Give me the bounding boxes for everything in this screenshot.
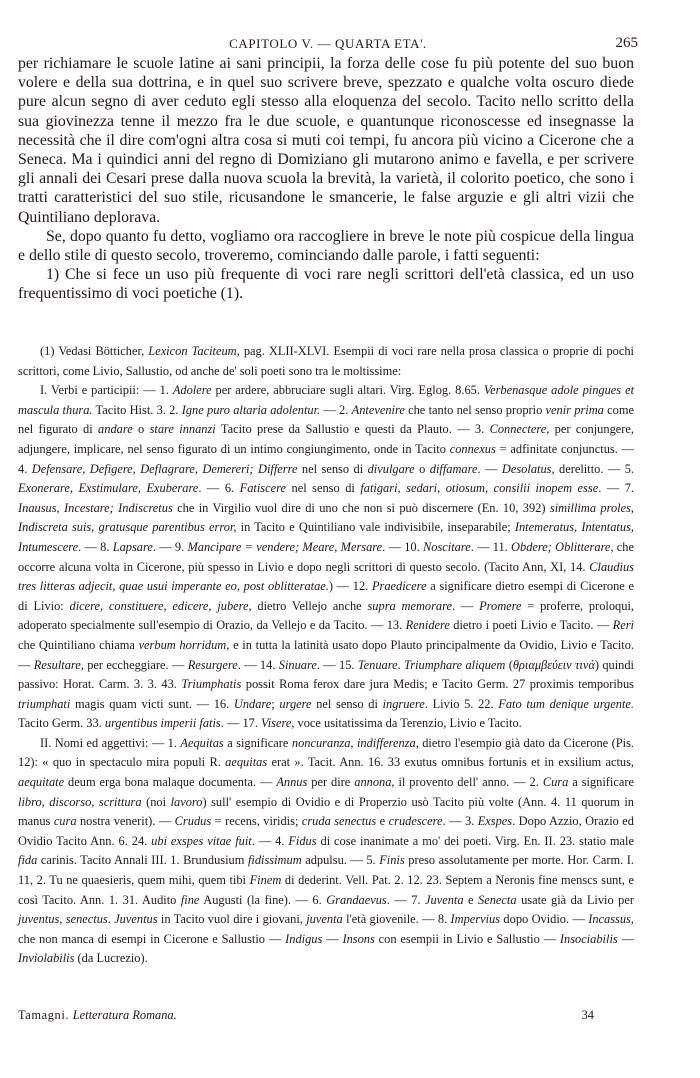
text-segment: ) sull' esempio di Ovidio e di Properzio usò Tacito più volte (Ann. 4. 11 quorum in manus <box>18 794 634 829</box>
text-segment: usate già da Livio per <box>516 892 634 907</box>
italic-segment: simillima proles, Indiscreta suis, gratusque parentibus error, <box>18 500 635 535</box>
text-segment: a significare <box>568 775 634 790</box>
italic-segment: Defensare, Defigere, Deflagrare, Demereri; Differre <box>31 461 298 476</box>
italic-segment: verbum horridum <box>138 637 227 652</box>
italic-segment: ubi exspes vitae fuit <box>151 833 252 848</box>
italic-segment: fidissimum <box>247 853 302 868</box>
italic-segment: Intemeratus, Intentatus, Intumescere <box>18 520 634 554</box>
italic-segment: Adolere <box>172 383 212 398</box>
footnote-paragraph <box>18 381 634 734</box>
text-segment: ) quindi passivo: Horat. Carm. 3. 3. 43. <box>18 657 634 692</box>
italic-segment: Annus <box>276 775 308 790</box>
italic-segment: cruda senectus <box>301 814 377 829</box>
text-segment: . — 15. <box>316 657 358 672</box>
text-segment: Augusti (la fine). — 6. <box>199 892 327 907</box>
italic-segment: Juventa <box>425 892 464 907</box>
italic-segment: noncuranza, indifferenza <box>291 735 416 750</box>
italic-segment: Insociabilis <box>559 931 618 946</box>
italic-segment: Juventus <box>114 912 158 927</box>
italic-segment: θριαμβεύειν τινά <box>512 657 595 672</box>
text-segment: e <box>376 814 389 829</box>
text-segment: . — <box>477 461 502 476</box>
text-segment: dietro i poeti Livio e Tacito. — <box>449 618 613 633</box>
footer-work: Letteratura Romana. <box>72 1008 177 1022</box>
italic-segment: juventus, senectus <box>18 912 108 927</box>
italic-segment: Fato tum denique urgente. <box>498 696 634 711</box>
text-segment: di cose inanimate a mo' dei poeti. Virg. En. II. 23. statio male <box>316 833 634 848</box>
text-segment: a significare dietro esempi di Cicerone e di Livio: <box>18 579 634 613</box>
text-segment: — <box>617 931 634 946</box>
text-segment: . Dopo Azzio, Orazio ed Ovidio Tacito Ann. 6. 24. <box>18 814 634 848</box>
italic-segment: urgentibus imperii fatis <box>104 716 221 731</box>
italic-segment: Cura <box>542 775 569 790</box>
text-segment: carinis. Tacito Annali III. 1. Brundusium <box>37 853 248 868</box>
text-segment: l'età giovenile. — 8. <box>342 912 451 927</box>
italic-segment: fatigari, sedari, otiosum, consilii inopem esse <box>360 481 599 496</box>
text-segment: . — 6. <box>198 481 240 496</box>
italic-segment: Claudius tres litteras adjecit, quae usui imperante eo, post oblitteratae. <box>18 559 634 594</box>
italic-segment: Promere <box>479 598 522 613</box>
italic-segment: Crudus <box>174 814 212 829</box>
text-segment: = recens, viridis; <box>211 814 302 829</box>
italic-segment: Fatiscere <box>239 481 286 496</box>
italic-segment: Grandaevus <box>326 892 387 907</box>
text-segment: . — 9. <box>152 539 188 554</box>
footnote-paragraph <box>18 734 634 969</box>
text-segment: dopo Ovidio. — <box>500 912 589 927</box>
italic-segment: Resurgere <box>187 657 238 672</box>
italic-segment: diffamare <box>429 461 478 476</box>
footer-credit <box>18 1008 177 1023</box>
footnotes <box>18 342 634 969</box>
italic-segment: Fidus <box>288 833 317 848</box>
italic-segment: Finis <box>379 853 405 868</box>
italic-segment: Connectere <box>489 422 547 437</box>
text-segment: , <box>91 794 99 809</box>
text-segment: Se, dopo quanto fu detto, vogliamo ora raccogliere in breve le note più cospicue della lingua e dello stile di questo secolo, troveremo, cominciando dalle parole, i fatti seguenti: <box>18 227 634 265</box>
text-segment: — 2. <box>320 402 352 417</box>
italic-segment: Obdere; Oblitterare <box>511 539 611 554</box>
italic-segment: Lexicon Taciteum <box>148 344 237 358</box>
text-segment: deum erga bona malaque documenta. — <box>64 775 277 790</box>
text-segment: , pag. XLII-XLVI. Esempii di voci rare nella prosa classica o proprie di pochi scrittori, come Livio, Sallustio, od anche de' soli poeti sono tra le moltissime: <box>18 344 634 378</box>
italic-segment: aequitate <box>18 775 65 790</box>
text-segment: . — 11. <box>470 539 512 554</box>
italic-segment: Inviolabilis <box>18 951 75 966</box>
italic-segment: Insons <box>342 931 375 946</box>
text-segment: di dederint. Vell. Pat. 2. 12. 23. Septem a Neronis fine menscs sunt, e così Tacito. Ann. 1. 31. Audito <box>18 873 634 907</box>
italic-segment: ingruere <box>382 696 425 711</box>
italic-segment: Exonerare, Exstimulare, Exuberare <box>18 481 199 496</box>
text-segment: ( <box>505 657 513 672</box>
italic-segment: supra memorare <box>367 598 452 613</box>
text-segment: , <box>41 794 50 809</box>
italic-segment: Mancipare = vendere; Meare, Mersare <box>187 539 383 554</box>
text-segment: (noi <box>141 794 171 809</box>
text-segment: come nel figurato di <box>18 402 634 437</box>
italic-segment: divulgare <box>367 461 415 476</box>
italic-segment: Verbenasque adole pingues et mascula thura. <box>18 383 635 417</box>
italic-segment: annona <box>354 775 392 790</box>
text-segment: , voce usitatissima da Terenzio, Livio e Tacito. <box>291 716 522 731</box>
text-segment: , il provento dell' anno. — 2. <box>391 775 543 790</box>
text-segment: Tacito Germ. 33. <box>18 716 105 731</box>
text-segment: nel senso di <box>297 461 368 476</box>
italic-segment: stare innanzi <box>149 422 216 437</box>
italic-segment: Desolatus <box>501 461 552 476</box>
italic-segment: aequitas <box>225 755 268 770</box>
text-segment: che tanto nel senso proprio <box>404 402 546 417</box>
italic-segment: juventa <box>306 912 343 927</box>
italic-segment: fida <box>18 853 38 868</box>
text-segment: (da Lucrezio). <box>74 951 148 966</box>
italic-segment: Triumphare aliquem <box>404 657 506 672</box>
main-text <box>18 54 634 304</box>
italic-segment: fine <box>180 892 200 907</box>
text-segment: nel senso di <box>285 481 361 496</box>
italic-segment: Resultare, <box>33 657 84 672</box>
italic-segment: Incassus <box>588 912 631 927</box>
italic-segment: Renidere <box>405 618 450 633</box>
text-segment: . — 14. <box>237 657 279 672</box>
text-segment: magis quam victi sunt. — 16. <box>70 696 234 711</box>
text-segment: adpulsu. — 5. <box>301 853 380 868</box>
text-segment: , dietro l'esempio già dato da Cicerone (Pis. 12): « quo in spectaculo mira populi R. <box>18 735 634 770</box>
italic-segment: Antevenire <box>351 402 405 417</box>
text-segment: ) — 12. <box>328 579 372 594</box>
footer-author: Tamagni. <box>18 1008 70 1022</box>
text-segment: preso assolutamente per morte. Hor. Carm. I. 11, 2. Tu ne quaesieris, quem mihi, quem tibi <box>18 853 634 888</box>
text-segment: . — 17. <box>220 716 262 731</box>
text-segment: e <box>463 892 479 907</box>
italic-segment: Noscitare <box>422 539 471 554</box>
chapter-heading: CAPITOLO V. — QUARTA ETA'. <box>229 36 427 51</box>
text-segment: che in Virgilio vuol dire di uno che non si può discernere (En. 10, 392) <box>172 500 550 515</box>
italic-segment: Exspes <box>477 814 513 829</box>
italic-segment: Lapsare <box>112 539 153 554</box>
text-segment: nel senso di <box>311 696 383 711</box>
text-segment: . — 7. <box>598 481 635 496</box>
text-segment: , per conjungere, adjungere, implicare, nel senso figurato di un intimo congiungimento, onde in Tacito <box>18 422 634 456</box>
italic-segment: urgere <box>279 696 312 711</box>
text-segment: II. Nomi ed aggettivi: — 1. <box>40 735 181 750</box>
italic-segment: scrittura <box>98 794 142 809</box>
italic-segment: Praedicere <box>371 579 427 594</box>
italic-segment: Inausus, Incestare; Indiscretus <box>18 500 173 515</box>
italic-segment: lavoro <box>170 794 203 809</box>
italic-segment: andare <box>98 422 133 437</box>
text-segment: . Livio 5. 22. <box>424 696 499 711</box>
body-paragraph <box>18 54 634 227</box>
running-head <box>18 36 638 54</box>
italic-segment: Igne puro altaria adolentur. <box>181 402 321 417</box>
page-footer <box>18 1008 594 1026</box>
italic-segment: Undare <box>233 696 272 711</box>
text-segment: . — 7. <box>386 892 426 907</box>
text-segment: dietro Vellejo anche <box>251 598 368 613</box>
italic-segment: Impervius <box>450 912 501 927</box>
text-segment: , che non manca di esempi in Cicerone e Sallustio — <box>18 912 634 946</box>
italic-segment: crudescere <box>388 814 443 829</box>
footnote-paragraph <box>18 342 634 381</box>
italic-segment: connexus <box>449 441 496 456</box>
text-segment: per eccheggiare. — <box>83 657 188 672</box>
italic-segment: triumphati <box>18 696 71 711</box>
text-segment: = adfinitate conjunctus. — 4. <box>18 441 635 476</box>
italic-segment: Tenuare <box>357 657 398 672</box>
italic-segment: Reri <box>612 618 634 633</box>
text-segment: , derelitto. — 5. <box>551 461 635 476</box>
body-paragraph <box>18 265 634 303</box>
text-segment: Tacito prese da Sallustio e questi da Plauto. — 3. <box>215 422 490 437</box>
text-segment: . <box>107 912 115 927</box>
italic-segment: Senecta <box>478 892 517 907</box>
italic-segment: Aequitas <box>180 735 224 750</box>
italic-segment: Visere <box>261 716 292 731</box>
text-segment: erat ». Tacit. Ann. 16. 33 exutus omnibus fortunis et in exsilium actus, <box>267 755 634 770</box>
italic-segment: discorso <box>49 794 92 809</box>
page-number: 265 <box>615 35 638 51</box>
italic-segment: libro <box>18 794 42 809</box>
italic-segment: Indigus <box>285 931 323 946</box>
text-segment: , e in tutta la latinità usato dopo Plauto principalmente da Ovidio, Livio e Tacito. — <box>18 637 634 672</box>
italic-segment: Triumphatis <box>181 677 242 692</box>
text-segment: Tacito Hist. 3. 2. <box>92 402 182 417</box>
text-segment: I. Verbi e participii: — 1. <box>40 383 173 398</box>
text-segment: che Quintiliano chiama <box>18 637 139 652</box>
text-segment: . — 3. <box>442 814 478 829</box>
text-segment: possit Roma ferox dare jura Medis; e Tacito Germ. 27 proximis temporibus <box>241 677 634 692</box>
text-segment: a significare <box>223 735 292 750</box>
text-segment: con esempii in Livio e Sallustio — <box>374 931 560 946</box>
body-paragraph <box>18 227 634 265</box>
text-segment: . — <box>451 598 480 613</box>
text-segment: o <box>132 422 150 437</box>
italic-segment: cura <box>53 814 77 829</box>
text-segment: . <box>397 657 405 672</box>
italic-segment: dicere, constituere, edicere, jubere, <box>69 598 252 613</box>
text-segment: — <box>322 931 343 946</box>
italic-segment: Sinuare <box>278 657 317 672</box>
text-segment: per ardere, abbruciare sugli altari. Virg. Eglog. 8.65. <box>211 383 484 398</box>
text-segment: . — 8. <box>78 539 113 554</box>
text-segment: ; <box>271 696 280 711</box>
text-segment: . — 4. <box>251 833 289 848</box>
italic-segment: Finem <box>249 873 282 888</box>
text-segment: 1) Che si fece un uso più frequente di voci rare negli scrittori dell'età classica, ed un uso frequentissimo di voci poetiche (1). <box>18 266 634 303</box>
text-segment: per richiamare le scuole latine ai sani principii, la forza delle cose fu più potente del suo buon volere e della sua dottrina, e in quel suo scrivere breve, spezzato e qualche volta oscuro diede pure alcun segno di aver ceduto egli stesso alla eloquenza del secolo. Tacito nello scritto della sua giovinezza tenne il mezzo fra le due scuole, e quantunque riconoscesse ed insegnasse la necessità che il dire com'ogni altra cosa si muti coi tempi, fu ancora più vicino a Cicerone che a Seneca. Ma i quindici anni del regno di Domiziano gli mutarono animo e favella, e per scrivere gli annali dei Cesari prese dalla nuova scuola la brevità, la varietà, il colorito poetico, che sono i tratti caratteristici del suo stile, ricusandone le smancerie, le false arguzie e gli altri vizii che Quintiliano deplorava. <box>18 55 634 226</box>
text-segment: , che occorre alcuna volta in Cicerone, più spesso in Livio e dopo negli scrittori di questo secolo. (Tacito Ann, XI, 14. <box>18 539 634 574</box>
text-segment: per dire <box>307 775 355 790</box>
text-segment: = proferre, proloqui, adoperato specialmente sull'esempio di Orazio, da Vellejo e da Tacito. — 13. <box>18 598 634 633</box>
text-segment: in Tacito e Quintiliano vale indivisibile, inseparabile; <box>236 520 515 535</box>
text-segment: . — 10. <box>382 539 423 554</box>
signature-mark: 34 <box>581 1008 594 1022</box>
text-segment: nostra venerit). — <box>76 814 175 829</box>
text-segment: in Tacito vuol dire i giovani, <box>157 912 307 927</box>
text-segment: (1) Vedasi Bötticher, <box>40 344 149 358</box>
text-segment: o <box>414 461 430 476</box>
italic-segment: venir prima <box>545 402 604 417</box>
